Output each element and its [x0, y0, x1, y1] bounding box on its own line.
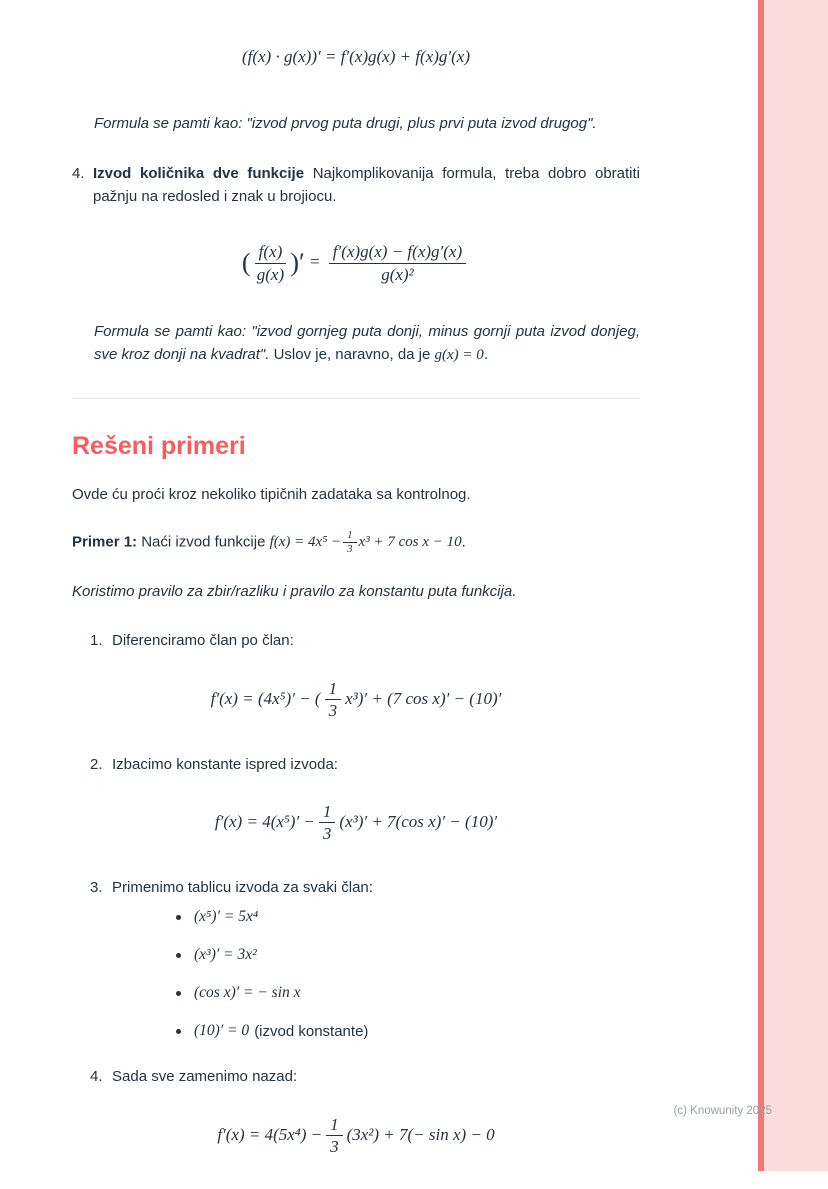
bullet-note: (izvod konstante) [254, 1022, 369, 1040]
mnemonic-italic-text: Formula se pamti kao: "izvod gornjeg puta donji, minus gornji puta izvod donjeg, sve kroz donji na kvadrat". [94, 323, 640, 364]
copyright-watermark: (c) Knowunity 2025 [673, 1105, 772, 1118]
fraction-numerator: 1 [325, 679, 342, 701]
fraction-numerator: f(x) [255, 242, 287, 264]
step-3 [90, 876, 640, 899]
math-segment: (3x²) + 7(− sin x) − 0 [346, 1124, 495, 1144]
bullet-icon [176, 991, 181, 996]
bullet-math: (10)′ = 0 [194, 1022, 250, 1040]
lhs-fraction [255, 242, 287, 284]
step-text: Izbacimo konstante ispred izvoda: [112, 755, 338, 773]
step-number: 4. [90, 1068, 103, 1086]
rhs-fraction [329, 242, 466, 284]
primer-1-math [269, 529, 462, 556]
list-item-number: 4. [72, 164, 85, 182]
document-content [72, 0, 640, 1189]
step-2-formula [72, 802, 640, 844]
step-1 [90, 629, 640, 652]
math-segment: f′(x) = 4(5x⁴) − [217, 1124, 323, 1144]
display-fraction [326, 1115, 343, 1157]
quotient-rule-title: Izvod količnika dve funkcije [93, 164, 305, 182]
fraction-denominator: 3 [328, 701, 338, 721]
quotient-rule-description: Najkomplikovanija formula, treba dobro obratiti pažnju na redosled i znak u brojiocu. [93, 164, 640, 205]
step-text: Diferenciramo član po član: [112, 632, 294, 650]
list-item-quotient-rule [72, 162, 640, 209]
bullet-icon [176, 1029, 181, 1034]
section-divider [72, 398, 640, 399]
math-segment: f′(x) = 4(x⁵)′ − [214, 811, 315, 831]
primer-1-text: Naći izvod funkcije [141, 533, 266, 551]
step-number: 1. [90, 632, 103, 650]
step-1-formula [72, 679, 640, 721]
bullet-item [176, 943, 640, 967]
step-text: Sada sve zamenimo nazad: [112, 1068, 298, 1086]
math-segment: f′(x) = (4x⁵)′ − ( [210, 688, 321, 708]
derivative-table-bullets [176, 905, 640, 1043]
display-fraction [319, 802, 336, 844]
fraction-numerator: 1 [326, 1115, 343, 1137]
fraction-denominator: 3 [347, 544, 353, 556]
product-rule-formula: (f(x) · g(x))′ = f′(x)g(x) + f(x)g′(x) [241, 47, 471, 66]
product-rule-mnemonic: Formula se pamti kao: "izvod prvog puta drugi, plus prvi puta izvod drugog". [94, 115, 597, 133]
equals-sign: = [309, 252, 321, 272]
bullet-item [176, 905, 640, 929]
fraction-denominator: g(x) [256, 264, 285, 284]
sentence-period: . [461, 533, 466, 551]
step-number: 3. [90, 878, 103, 896]
list-item-body [93, 162, 640, 209]
math-segment: (x³)′ + 7(cos x)′ − (10)′ [339, 811, 498, 831]
math-segment: f(x) = 4x⁵ − [269, 534, 342, 551]
step-4-formula [72, 1115, 640, 1157]
fraction-denominator: 3 [322, 824, 332, 844]
step-number: 2. [90, 755, 103, 773]
condition-period: . [483, 346, 488, 364]
step-2 [90, 753, 640, 776]
quotient-rule-mnemonic [94, 320, 640, 368]
examples-intro: Ovde ću proći kroz nekoliko tipičnih zadataka sa kontrolnog. [72, 485, 471, 503]
quotient-rule-formula [72, 242, 640, 284]
display-fraction [325, 679, 342, 721]
bullet-item [176, 1019, 640, 1043]
condition-math: g(x) = 0 [434, 347, 484, 364]
fraction-denominator: 3 [330, 1137, 339, 1157]
fraction-numerator: 1 [319, 802, 336, 824]
close-paren-prime: )′ [290, 248, 305, 278]
open-paren: ( [241, 248, 251, 278]
math-segment: x³)′ + (7 cos x)′ − (10)′ [345, 688, 502, 708]
step-4 [90, 1065, 640, 1088]
primer-1-statement [72, 530, 640, 556]
fraction-denominator: g(x)² [381, 264, 414, 284]
step-text: Primenimo tablicu izvoda za svaki član: [112, 878, 373, 896]
bullet-math: (x⁵)′ = 5x⁴ [194, 908, 259, 926]
primer-1-label: Primer 1: [72, 533, 138, 551]
inline-fraction [343, 530, 356, 556]
fraction-numerator: f′(x)g(x) − f(x)g′(x) [329, 242, 466, 264]
fraction-numerator: 1 [343, 530, 356, 544]
right-accent-band [764, 0, 828, 1171]
bullet-math: (cos x)′ = − sin x [194, 984, 301, 1002]
bullet-item [176, 981, 640, 1005]
method-note: Koristimo pravilo za zbir/razliku i pravilo za konstantu puta funkcija. [72, 583, 517, 601]
bullet-icon [176, 915, 181, 920]
bullet-math: (x³)′ = 3x² [194, 946, 257, 964]
condition-text: Uslov je, naravno, da je [273, 346, 431, 364]
section-heading-reseni-primeri: Rešeni primeri [72, 431, 246, 460]
bullet-icon [176, 953, 181, 958]
math-segment: x³ + 7 cos x − 10 [358, 534, 462, 551]
